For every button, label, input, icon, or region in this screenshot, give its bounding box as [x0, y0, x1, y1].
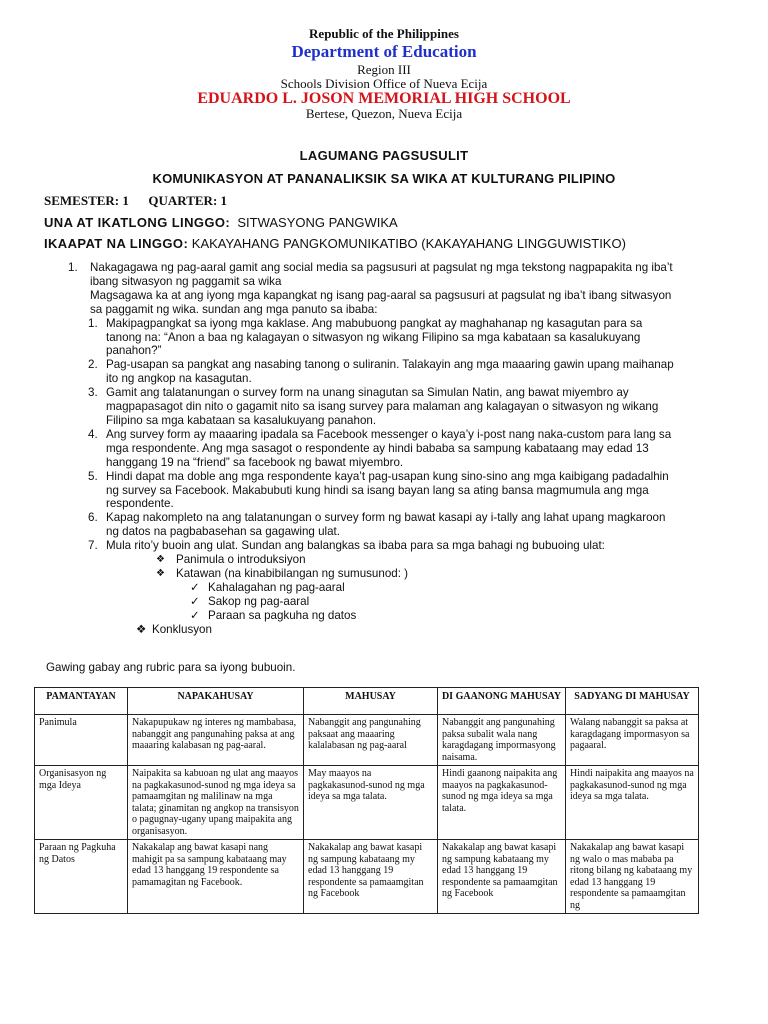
- arrow-bullet-icon: ❖: [156, 567, 165, 579]
- step-line: Gamit ang talatanungan o survey form na unang sinagutan sa Simulan Natin, ang bawat miyembro ay: [106, 386, 629, 400]
- region-line: Region III: [357, 62, 411, 77]
- rubric-header-cell: MAHUSAY: [304, 688, 438, 715]
- step-item: [46, 428, 726, 470]
- exam-title: LAGUMANG PAGSUSULIT: [299, 148, 469, 163]
- week1-value: SITWASYONG PANGWIKA: [237, 215, 398, 230]
- rubric-cell: Nabanggit ang pangunahing paksa subalit wala nang karagdagang impormasyong naisama.: [438, 715, 566, 766]
- rubric-cell: Nakakalap ang bawat kasapi ng sampung kabataang my edad 13 hanggang 19 respondente sa pamaamgitan ng Facebook: [438, 840, 566, 914]
- outline-body-item: [46, 595, 726, 609]
- week1-label: UNA AT IKATLONG LINGGO:: [44, 215, 231, 230]
- step-item: [46, 470, 726, 512]
- rubric-table: [34, 687, 699, 914]
- step-line: Pag-usapan sa pangkat ang nasabing tanong o suliranin. Talakayin ang mga maaaring gawin upang maihanap: [106, 358, 674, 372]
- arrow-bullet-icon: ❖: [156, 554, 165, 566]
- diamond-bullet-icon: ❖: [136, 622, 147, 636]
- department-heading: Department of Education: [291, 42, 477, 61]
- rubric-intro: Gawing gabay ang rubric para sa iyong bubuoin.: [46, 661, 296, 674]
- school-address: Bertese, Quezon, Nueva Ecija: [305, 106, 463, 121]
- rubric-cell: Walang nabanggit sa paksa at karagdagang impormasyon sa pagaaral.: [566, 715, 699, 766]
- outline-body-item-text: Sakop ng pag-aaral: [208, 594, 310, 608]
- step-line: Makipagpangkat sa iyong mga kaklase. Ang mabubuong pangkat ay maghahanap ng kasagutan para sa: [106, 316, 643, 330]
- instructions-list: [46, 261, 726, 636]
- rubric-cell: Nakakalap ang bawat kasapi ng sampung kabataang my edad 13 hanggang 19 respondente sa pamaamgitan ng Facebook: [304, 840, 438, 914]
- rubric-cell: Nakapupukaw ng interes ng mambabasa, nabanggit ang pangunahing paksa at ang maaaring kalabasan ng pag-aaral.: [128, 715, 304, 766]
- step-item: [46, 317, 726, 359]
- rubric-criterion: Panimula: [35, 715, 128, 766]
- item1-line: Magsagawa ka at ang iyong mga kapangkat ng isang pag-aaral sa pagsusuri at pagsulat ng iba’t ibang sitwasyon: [90, 288, 672, 302]
- item1-line: ibang sitwasyon ng paggamit sa wika: [90, 274, 282, 288]
- step-line: respondente.: [106, 497, 174, 511]
- outline-body: [46, 567, 726, 581]
- rubric-cell: Naipakita sa kabuoan ng ulat ang maayos na pagkakasunod-sunod ng mga ideya sa pamaamgitan ng malilinaw na mga talata; ginamitan ng angkop na transisyon o pagugnay-ugany upang maipakita ang organisasyon.: [128, 766, 304, 840]
- step-item: [46, 358, 726, 386]
- outline-intro: [46, 553, 726, 567]
- step-line: hanggang 19 na “friend” sa facebook ng bawat miyembro.: [106, 455, 404, 469]
- division-line: Schools Division Office of Nueva Ecija: [280, 76, 488, 91]
- rubric-cell: Nabanggit ang pangunahing paksaat ang maaaring kalalabasan ng pag-aaral: [304, 715, 438, 766]
- step-line: Hindi dapat ma doble ang mga respondente kaya’t pag-usapan kung sino-sino ang mga kaibigang padadalhin: [106, 469, 669, 483]
- rubric-cell: Nakakalap ang bawat kasapi nang mahigit pa sa sampung kabataang may edad 13 hanggang 19 respondente sa pamamagitan ng Facebook.: [128, 840, 304, 914]
- item1-line: Nakagagawa ng pag-aaral gamit ang social media sa pagsusuri at pagsulat ng mga tekstong nagpapakita ng iba’t: [90, 261, 673, 274]
- checkmark-icon: ✓: [190, 608, 200, 622]
- step-line: panahon?”: [106, 344, 162, 358]
- step-item: [46, 386, 726, 428]
- step-line: Ang survey form ay maaaring ipadala sa Facebook messenger o kaya’y i-post nang naka-custom para lang sa: [106, 427, 672, 441]
- rubric-header-row: [35, 688, 699, 715]
- step-line: Kapag nakompleto na ang talatanungan o survey form ng bawat kasapi ay i-tally ang lahat upang magkaroon: [106, 511, 666, 525]
- step-line: magpapasagot din nito o gagamit nito sa isang survey para malaman ang kalagayan o sitwasyon ng wikang: [106, 400, 659, 414]
- step-number: 4.: [88, 427, 98, 441]
- step-number: 5.: [88, 469, 98, 483]
- school-name: EDUARDO L. JOSON MEMORIAL HIGH SCHOOL: [197, 90, 571, 107]
- step-line: mga respondente. Ang mga sasagot o respondente ay hindi bababa sa sampung kabataang may edad 13: [106, 441, 649, 455]
- week1-line: [44, 215, 398, 230]
- checkmark-icon: ✓: [190, 580, 200, 594]
- outline-body-item: [46, 581, 726, 595]
- quarter-label: QUARTER: 1: [148, 193, 228, 208]
- step-number: 2.: [88, 358, 98, 372]
- step-item: [46, 539, 726, 553]
- rubric-cell: Hindi naipakita ang maayos na pagkakasunod-sunod ng mga ideya sa mga talata.: [566, 766, 699, 840]
- item1-number: 1.: [68, 261, 78, 274]
- rubric-cell: Nakakalap ang bawat kasapi ng walo o mas mababa pa ritong bilang ng kabataang my edad 13 hanggang 19 respondente sa pamaamgitan ng: [566, 840, 699, 914]
- republic-heading: Republic of the Philippines: [309, 26, 459, 41]
- rubric-cell: May maayos na pagkakasunod-sunod ng mga ideya sa mga talata.: [304, 766, 438, 840]
- semester-label: SEMESTER: 1: [44, 193, 129, 208]
- step-line: ng datos na pagbabasehan sa gagawing ulat.: [106, 525, 340, 539]
- step-line: ito ng angkop na kasagutan.: [106, 372, 252, 386]
- step-line: Filipino sa mga kabataan sa kasalukuyang panahon.: [106, 413, 377, 427]
- rubric-header-cell: PAMANTAYAN: [35, 688, 128, 715]
- rubric-header-cell: SADYANG DI MAHUSAY: [566, 688, 699, 715]
- rubric-cell: Hindi gaanong naipakita ang maayos na pagkakasunod-sunod ng mga ideya sa mga talata.: [438, 766, 566, 840]
- rubric-criterion: Paraan ng Pagkuha ng Datos: [35, 840, 128, 914]
- outline-conclusion-text: Konklusyon: [152, 622, 212, 636]
- step-number: 6.: [88, 511, 98, 525]
- table-row: [35, 766, 699, 840]
- rubric-criterion: Organisasyon ng mga Ideya: [35, 766, 128, 840]
- checkmark-icon: ✓: [190, 594, 200, 608]
- outline-conclusion: [46, 623, 726, 637]
- semester-quarter-line: [44, 193, 227, 209]
- week2-label: IKAAPAT NA LINGGO:: [44, 236, 189, 251]
- outline-body-item: [46, 609, 726, 623]
- step-number: 1.: [88, 316, 98, 330]
- outline-body-item-text: Paraan sa pagkuha ng datos: [208, 608, 357, 622]
- step-line: tanong na: “Anon a baa ng kalagayan o sitwasyon ng wikang Filipino sa mga kabataan sa kasalukuyang: [106, 330, 641, 344]
- step-line: Mula rito’y buoin ang ulat. Sundan ang balangkas sa ibaba para sa mga bahagi ng bubuoing ulat:: [106, 539, 605, 553]
- week2-value: KAKAYAHANG PANGKOMUNIKATIBO (KAKAYAHANG LINGGUWISTIKO): [191, 236, 626, 251]
- outline-body-item-text: Kahalagahan ng pag-aaral: [208, 580, 345, 594]
- step-number: 7.: [88, 539, 98, 553]
- step-item: [46, 511, 726, 539]
- rubric-header-cell: NAPAKAHUSAY: [128, 688, 304, 715]
- table-row: [35, 840, 699, 914]
- step-number: 3.: [88, 386, 98, 400]
- week2-line: [44, 236, 626, 251]
- subject-title: KOMUNIKASYON AT PANANALIKSIK SA WIKA AT KULTURANG PILIPINO: [152, 171, 616, 186]
- table-row: [35, 715, 699, 766]
- step-line: ng survey sa Facebook. Makabubuti kung hindi sa isang bayan lang sa ating bansa magmumula ang mga: [106, 483, 649, 497]
- item1: [46, 261, 726, 317]
- item1-line: sa paggamit ng wika. sundan ang mga panuto sa ibaba:: [90, 302, 378, 316]
- rubric-header-cell: DI GAANONG MAHUSAY: [438, 688, 566, 715]
- outline-intro-text: Panimula o introduksiyon: [176, 553, 306, 567]
- outline-body-text: Katawan (na kinabibilangan ng sumusunod: ): [176, 566, 409, 580]
